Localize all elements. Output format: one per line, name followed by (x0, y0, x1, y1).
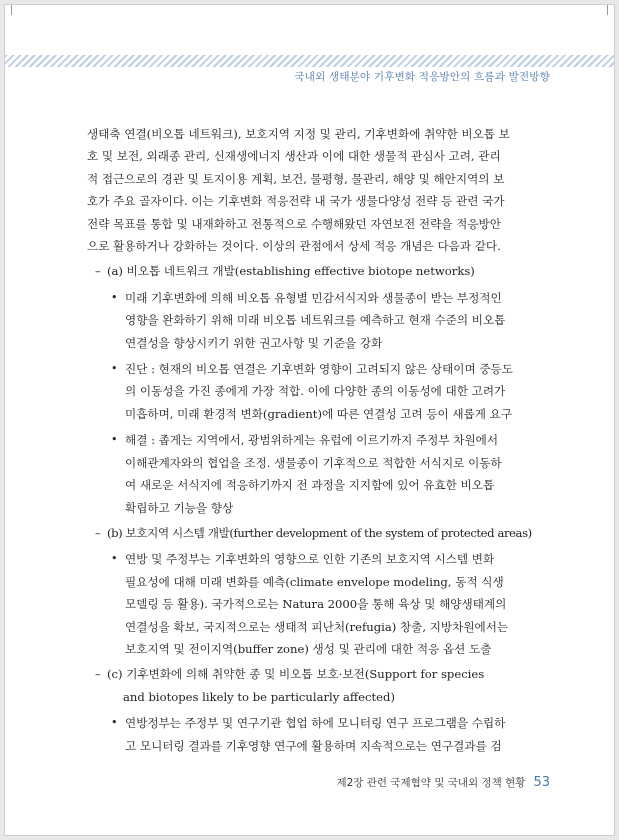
text-line: 으로 활용하거나 강화하는 것이다. 이상의 관점에서 상세 적응 개념은 다음과 같다. (87, 239, 501, 254)
text-line: 이해관계자와의 협업을 조정. 생물종이 기후적으로 적합한 서식지로 이동하 (125, 455, 502, 470)
text-line: 확립하고 기능을 향상 (125, 500, 234, 515)
dash-marker: – (95, 264, 101, 279)
text-line: 적 접근으로의 경관 및 토지이용 계획, 보건, 물평형, 물관리, 해양 및 해안지역의 보 (87, 171, 505, 186)
text-line: 필요성에 대해 미래 변화를 예측(climate envelope modeling, 동적 식생 (125, 574, 504, 589)
text-line: 보호지역 및 전이지역(buffer zone) 생성 및 관리에 대한 적응 옵션 도출 (125, 641, 492, 656)
text-line: 연방 및 주정부는 기후변화의 영향으로 인한 기존의 보호지역 시스템 변화 (125, 552, 495, 567)
section-heading (87, 260, 533, 282)
heading-line: and biotopes likely to be particularly affected) (123, 689, 395, 704)
text-line: 모델링 등 활용). 국가적으로는 Natura 2000을 통해 육상 및 해양생태계의 (125, 597, 507, 612)
chapter-label: 제2장 관련 국제협약 및 국내외 정책 현황 (336, 777, 526, 789)
bullet-marker: • (111, 362, 118, 376)
intro-paragraph (87, 123, 533, 257)
text-line: 호가 주요 골자이다. 이는 기후변화 적응전략 내 국가 생물다양성 전략 등 관련 국가 (87, 194, 505, 209)
section-c (87, 663, 533, 757)
text-line: 호 및 보전, 외래종 관리, 신재생에너지 생산과 이에 대한 생물적 관심사 고려, 관리 (87, 149, 501, 164)
bullet-marker: • (111, 716, 118, 730)
bullet-list (87, 287, 533, 519)
text-line: 영향을 완화하기 위해 미래 비오톱 네트워크를 예측하고 현재 수준의 비오톱 (125, 313, 506, 328)
bullet-marker: • (111, 552, 118, 566)
text-line: 전략 목표를 통합 및 내재화하고 전통적으로 수행해왔던 자연보전 전략을 적응방안 (87, 216, 501, 231)
bullet-marker: • (111, 433, 118, 447)
heading-line: (c) 기후변화에 의해 취약한 종 및 비오톱 보호·보전(Support for species (107, 667, 485, 682)
header-stripe (5, 55, 614, 67)
bullet-item (87, 548, 533, 660)
dash-marker: – (95, 525, 101, 540)
text-line: 연결성을 향상시키기 위한 권고사항 및 기준을 강화 (125, 335, 383, 350)
heading-line: (a) 비오톱 네트워크 개발(establishing effective biotope networks) (107, 264, 475, 279)
page-footer (336, 775, 550, 790)
bullet-item (87, 358, 533, 425)
text-line: 생태축 연결(비오톱 네트워크), 보호지역 지정 및 관리, 기후변화에 취약한 비오톱 보 (87, 127, 510, 141)
crop-mark (599, 5, 608, 15)
section-b (87, 522, 533, 660)
bullet-item (87, 712, 533, 757)
section-heading (87, 663, 533, 708)
heading-line: (b) 보호지역 시스템 개발(further development of the system of protected areas) (107, 525, 532, 540)
page-number: 53 (533, 775, 550, 790)
running-header: 국내외 생태분야 기후변화 적응방안의 흐름과 발전방향 (294, 71, 550, 83)
bullet-list (87, 548, 533, 660)
text-line: 진단 : 현재의 비오톱 연결은 기후변화 영향이 고려되지 않은 상태이며 중등도 (125, 362, 513, 377)
text-line: 고 모니터링 결과를 기후영향 연구에 활용하며 지속적으로는 연구결과를 검 (125, 738, 502, 753)
text-line: 여 새로운 서식지에 적응하기까지 전 과정을 지지함에 있어 유효한 비오톱 (125, 478, 495, 493)
crop-mark (11, 5, 20, 15)
bullet-item (87, 429, 533, 519)
body-content (87, 123, 533, 757)
bullet-list (87, 712, 533, 757)
text-line: 미흡하며, 미래 환경적 변화(gradient)에 따른 연결성 고려 등이 새롭게 요구 (125, 406, 513, 421)
text-line: 연결성을 확보, 국지적으로는 생태적 피난처(refugia) 창출, 지방차원에서는 (125, 619, 509, 634)
section-heading (87, 522, 533, 544)
bullet-marker: • (111, 290, 118, 304)
text-line: 연방정부는 주정부 및 연구기관 협업 하에 모니터링 연구 프로그램을 수립하 (125, 716, 506, 731)
document-page (4, 4, 615, 836)
text-line: 해결 : 좁게는 지역에서, 광범위하게는 유럽에 이르기까지 주정부 차원에서 (125, 433, 499, 448)
text-line: 의 이동성을 가진 종에게 가장 적합. 이에 다양한 종의 이동성에 대한 고려가 (125, 384, 506, 399)
dash-marker: – (95, 667, 101, 682)
text-line: 미래 기후변화에 의해 비오톱 유형별 민감서식지와 생물종이 받는 부정적인 (125, 290, 502, 305)
bullet-item (87, 287, 533, 354)
section-a (87, 260, 533, 518)
